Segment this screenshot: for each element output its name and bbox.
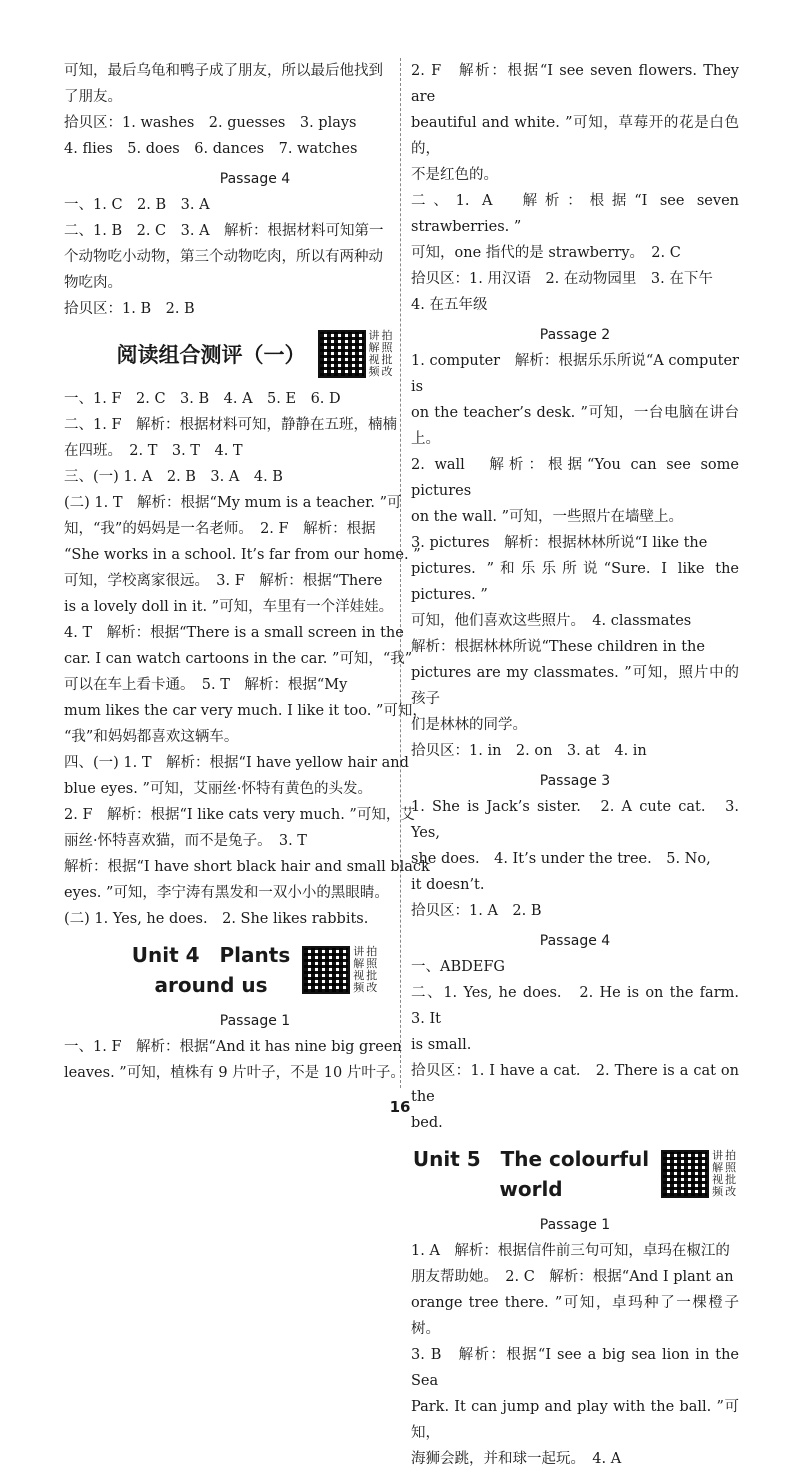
qr-label-char: 照: [725, 1161, 737, 1174]
qr-label-char: 视: [353, 969, 365, 982]
text-line: 二、1. Yes, he does. 2. He is on the farm. 3. It: [411, 985, 754, 1027]
text-line: bed.: [411, 1115, 443, 1131]
qr-label-char: 改: [366, 981, 378, 994]
qr-label-char: 解: [353, 957, 365, 970]
text-line: 拾贝区：1. 用汉语 2. 在动物园里 3. 在下午: [411, 271, 713, 287]
text-line: eyes. ”可知，李宁涛有黑发和一双小小的黑眼睛。: [64, 885, 389, 901]
text-line: car. I can watch cartoons in the car. ”可知，“我”: [64, 651, 413, 667]
passage-heading: Passage 1: [219, 1013, 291, 1029]
qr-code-icon: [302, 946, 350, 994]
unit-title-line: Unit 5 The colourful: [412, 1147, 650, 1171]
text-line: 解析：根据“I have short black hair and small black: [64, 859, 430, 875]
unit-title-block: [64, 940, 446, 1000]
passage-heading: Passage 4: [539, 933, 611, 949]
text-line: beautiful and white. ”可知，草莓开的花是白色的，: [411, 115, 739, 157]
qr-label-char: 拍: [366, 945, 378, 958]
text-line: leaves. ”可知，植株有 9 片叶子，不是 10 片叶子。: [64, 1065, 405, 1081]
text-line: 二、1. B 2. C 3. A 解析：根据材料可知第一: [64, 223, 384, 239]
text-line: 可知，学校离家很远。 3. F 解析：根据“There: [64, 573, 383, 589]
text-line: 物吃肉。: [64, 275, 122, 291]
text-line: 拾贝区：1. A 2. B: [411, 903, 542, 919]
qr-code-icon: [318, 330, 366, 378]
text-line: 个动物吃小动物，第三个动物吃肉，所以有两种动: [64, 249, 383, 265]
text-line: orange tree there. ”可知，卓玛种了一棵橙子树。: [411, 1295, 739, 1337]
qr-label-char: 解: [712, 1161, 724, 1174]
text-line: 拾贝区：1. B 2. B: [64, 301, 195, 317]
right-column: [411, 58, 754, 1472]
text-line: 1. She is Jack’s sister. 2. A cute cat. 3. Yes,: [411, 799, 739, 841]
text-line: 2. F 解析：根据“I see seven flowers. They are: [411, 63, 739, 105]
qr-label-char: 拍: [725, 1149, 737, 1162]
text-line: 可知，最后乌龟和鸭子成了朋友，所以最后他找到: [64, 63, 383, 79]
qr-label-char: 讲: [712, 1149, 724, 1162]
text-line: 1. computer 解析：根据乐乐所说“A computer is: [411, 353, 739, 395]
qr-label-char: 改: [381, 365, 393, 378]
qr-label: [352, 946, 378, 994]
qr-label-char: 改: [725, 1185, 737, 1198]
text-line: 不是红色的。: [411, 167, 498, 183]
text-line: 在四班。 2. T 3. T 4. T: [64, 443, 243, 459]
qr-code-icon: [661, 1150, 709, 1198]
text-line: 海狮会跳，并和球一起玩。 4. A: [411, 1451, 622, 1467]
text-line: 知，“我”的妈妈是一名老师。 2. F 解析：根据: [64, 521, 376, 537]
text-line: 可知，one 指代的是 strawberry。 2. C: [411, 245, 681, 261]
text-line: (二) 1. T 解析：根据“My mum is a teacher. ”可: [64, 495, 402, 511]
qr-label-char: 照: [381, 341, 393, 354]
text-line: Park. It can jump and play with the ball. ”可知，: [411, 1399, 739, 1441]
text-line: 了朋友。: [64, 89, 122, 105]
passage-heading: Passage 1: [539, 1217, 611, 1233]
qr-label-char: 视: [712, 1173, 724, 1186]
text-line: 丽丝·怀特喜欢猫，而不是兔子。 3. T: [64, 833, 307, 849]
qr-label: [368, 330, 394, 378]
qr-label-char: 讲: [368, 329, 380, 342]
text-line: 一、ABDEFG: [411, 959, 505, 975]
text-line: 2. F 解析：根据“I like cats very much. ”可知，艾: [64, 807, 415, 823]
unit-title: [132, 940, 291, 1000]
text-line: “She works in a school. It’s far from our home. ”: [64, 547, 421, 563]
qr-label-char: 批: [725, 1173, 737, 1186]
text-line: she does. 4. It’s under the tree. 5. No,: [411, 851, 711, 867]
text-line: 4. T 解析：根据“There is a small screen in the: [64, 625, 404, 641]
text-line: it doesn’t.: [411, 877, 485, 893]
text-line: 解析：根据林林所说“These children in the: [411, 639, 705, 655]
qr-label-char: 频: [353, 981, 365, 994]
text-line: 拾贝区：1. washes 2. guesses 3. plays: [64, 115, 357, 131]
text-line: is small.: [411, 1037, 472, 1053]
qr-label: [711, 1150, 737, 1198]
text-line: “我”和妈妈都喜欢这辆车。: [64, 729, 239, 745]
unit-title-line: around us: [154, 973, 268, 997]
passage-heading: Passage 3: [539, 773, 611, 789]
text-line: 2. wall 解析：根据“You can see some pictures: [411, 457, 739, 499]
text-line: 三、(一) 1. A 2. B 3. A 4. B: [64, 469, 283, 485]
text-line: 可以在车上看卡通。 5. T 解析：根据“My: [64, 677, 348, 693]
text-line: blue eyes. ”可知，艾丽丝·怀特有黄色的头发。: [64, 781, 372, 797]
text-line: 四、(一) 1. T 解析：根据“I have yellow hair and: [64, 755, 409, 771]
section-title-block: [64, 330, 446, 378]
unit-title-line: Unit 4 Plants: [131, 943, 291, 967]
text-line: 4. flies 5. does 6. dances 7. watches: [64, 141, 358, 157]
left-column: [64, 58, 446, 1086]
text-line: (二) 1. Yes, he does. 2. She likes rabbits.: [64, 911, 369, 927]
text-line: on the wall. ”可知，一些照片在墙壁上。: [411, 509, 683, 525]
text-line: 4. 在五年级: [411, 297, 488, 313]
text-line: 一、1. F 2. C 3. B 4. A 5. E 6. D: [64, 391, 341, 407]
qr-label-char: 频: [712, 1185, 724, 1198]
text-line: 二、1. F 解析：根据材料可知，静静在五班，楠楠: [64, 417, 398, 433]
qr-badge: [661, 1150, 737, 1198]
text-line: on the teacher’s desk. ”可知，一台电脑在讲台上。: [411, 405, 739, 447]
qr-label-char: 解: [368, 341, 380, 354]
text-line: 一、1. C 2. B 3. A: [64, 197, 210, 213]
section-title: 阅读组合测评（一）: [116, 343, 306, 367]
qr-label-char: 频: [368, 365, 380, 378]
unit-title-line: world: [499, 1177, 563, 1201]
text-line: 一、1. F 解析：根据“And it has nine big green: [64, 1039, 402, 1055]
qr-label-char: 视: [368, 353, 380, 366]
qr-label-char: 讲: [353, 945, 365, 958]
qr-badge: [318, 330, 394, 378]
qr-badge: [302, 946, 378, 994]
text-line: pictures are my classmates. ”可知，照片中的孩子: [411, 665, 739, 707]
text-line: 们是林林的同学。: [411, 717, 527, 733]
text-line: 1. A 解析：根据信件前三句可知，卓玛在椒江的: [411, 1243, 730, 1259]
text-line: pictures. ”和乐乐所说“Sure. I like the pictures. ”: [411, 561, 739, 603]
text-line: 可知，他们喜欢这些照片。 4. classmates: [411, 613, 692, 629]
page-number: 16: [389, 1098, 411, 1116]
text-line: 二、1. A 解析：根据“I see seven strawberries. ”: [411, 193, 739, 235]
qr-label-char: 照: [366, 957, 378, 970]
text-line: mum likes the car very much. I like it too. ”可知，: [64, 703, 427, 719]
text-line: 3. B 解析：根据“I see a big sea lion in the Sea: [411, 1347, 739, 1389]
text-line: is a lovely doll in it. ”可知，车里有一个洋娃娃。: [64, 599, 394, 615]
unit-title: [413, 1144, 649, 1204]
text-line: 拾贝区：1. I have a cat. 2. There is a cat on the: [411, 1063, 739, 1105]
passage-heading: Passage 4: [219, 171, 291, 187]
qr-label-char: 拍: [381, 329, 393, 342]
text-line: 拾贝区：1. in 2. on 3. at 4. in: [411, 743, 647, 759]
passage-heading: Passage 2: [539, 327, 611, 343]
unit-title-block: [411, 1144, 739, 1204]
text-line: 3. pictures 解析：根据林林所说“I like the: [411, 535, 708, 551]
qr-label-char: 批: [366, 969, 378, 982]
text-line: 朋友帮助她。 2. C 解析：根据“And I plant an: [411, 1269, 734, 1285]
qr-label-char: 批: [381, 353, 393, 366]
